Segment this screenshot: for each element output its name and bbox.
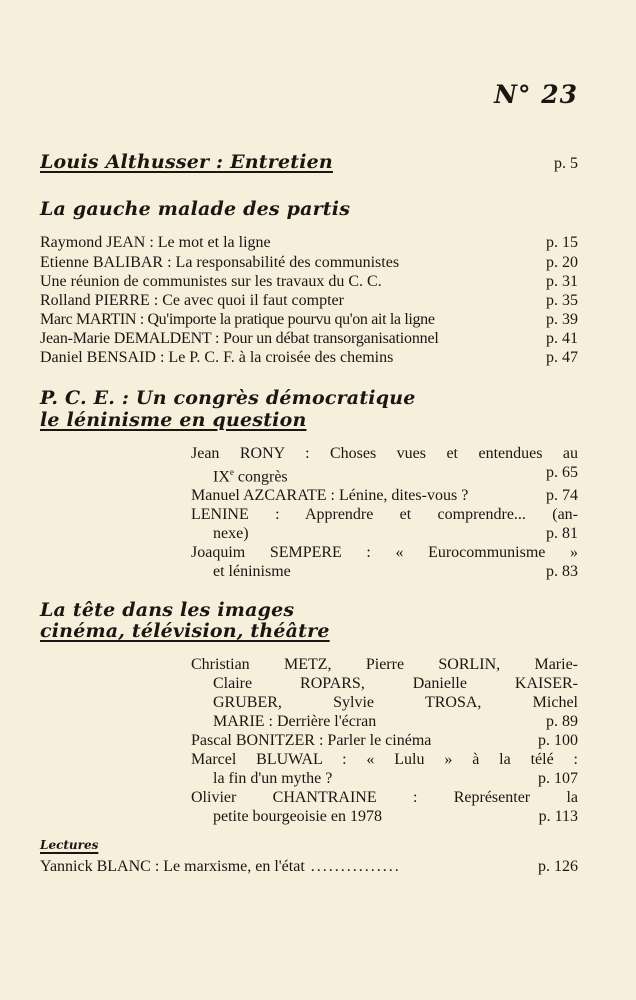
- list-item: Marcel BLUWAL : « Lulu » à la télé : la fin d'un mythe ? p. 107: [191, 751, 578, 787]
- section-2-title-line1: P. C. E. : Un congrès démocratique: [40, 387, 416, 409]
- list-item: Marc MARTIN : Qu'importe la pratique pourvu qu'on ait la ligne p. 39: [40, 311, 578, 328]
- list-item: Jean RONY : Choses vues et entendues au IXe congrès p. 65: [191, 445, 578, 486]
- list-item: Yannick BLANC : Le marxisme, en l'état ............... p. 126: [40, 858, 578, 875]
- list-item: Joaquim SEMPERE : « Eurocommunisme » et léninisme p. 83: [191, 544, 578, 581]
- list-item: LENINE : Apprendre et comprendre... (an- nexe) p. 81: [191, 506, 578, 543]
- section-1-title: La gauche malade des partis: [40, 198, 351, 220]
- list-item: Jean-Marie DEMALDENT : Pour un débat transorganisationnel p. 41: [40, 330, 578, 347]
- list-item: Etienne BALIBAR : La responsabilité des communistes p. 20: [40, 254, 578, 271]
- list-item: Pascal BONITZER : Parler le cinéma p. 100: [191, 732, 578, 749]
- list-item: Olivier CHANTRAINE : Représenter la petite bourgeoisie en 1978 p. 113: [191, 789, 578, 825]
- list-item: Daniel BENSAID : Le P. C. F. à la croisée des chemins p. 47: [40, 349, 578, 366]
- list-item: Raymond JEAN : Le mot et la ligne p. 15: [40, 234, 578, 251]
- section-2-list: [191, 444, 578, 581]
- lead-title: Louis Althusser : Entretien: [40, 152, 333, 173]
- list-item: Christian METZ, Pierre SORLIN, Marie- Claire ROPARS, Danielle KAISER- GRUBER, Sylvie TROSA, Michel MARIE : Derrière l'écran p. 89: [191, 656, 578, 730]
- list-item: Manuel AZCARATE : Lénine, dites-vous ? p. 74: [191, 487, 578, 505]
- section-3-title-line2: cinéma, télévision, théâtre: [40, 620, 330, 642]
- list-item: Une réunion de communistes sur les travaux du C. C. p. 31: [40, 273, 578, 290]
- section-3-list: [191, 655, 578, 826]
- issue-number: N° 23: [494, 80, 578, 109]
- section-3-title-line1: La tête dans les images: [40, 599, 295, 621]
- section-2-title-line2: le léninisme en question: [40, 409, 307, 431]
- lead-page: p. 5: [554, 155, 578, 172]
- section-4-title: Lectures: [40, 838, 99, 852]
- list-item: Rolland PIERRE : Ce avec quoi il faut compter p. 35: [40, 292, 578, 309]
- lead-entry: [40, 152, 578, 173]
